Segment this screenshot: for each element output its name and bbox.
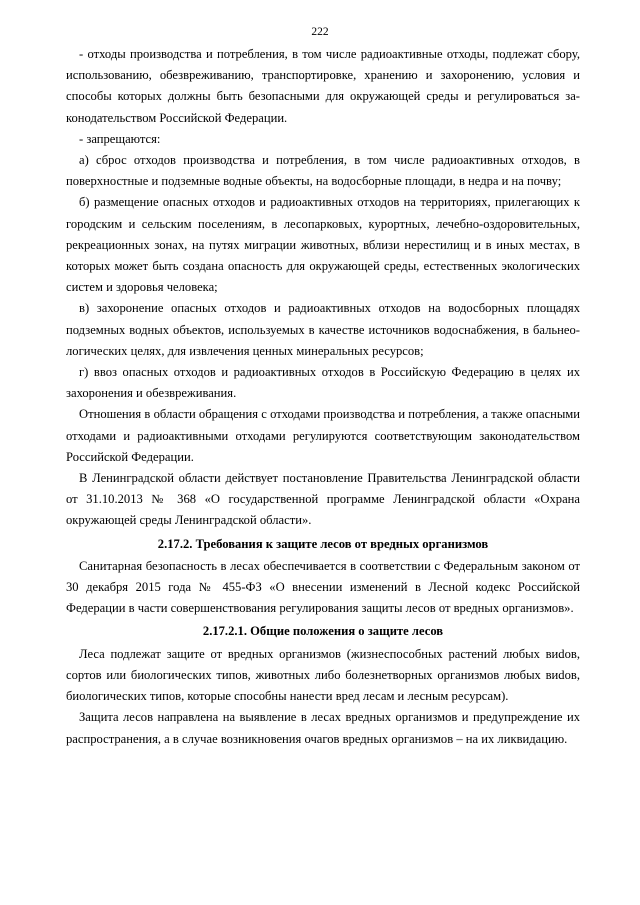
paragraph: Отношения в области обращения с отходами производства и потребления, а также опасными отходами и радиоактивными отходами регулируются соответствующим законодательством Российской Федерации. xyxy=(66,407,580,464)
paragraph: б) размещение опасных отходов и радиоактивных отходов на территориях, прилегающих к городским и сельским поселениям, в лесопарковых, курортных, лечебно-оздоровительных, рекреационных зонах, на путях миграции животных, вблизи нерестилищ и в иных местах, в которых может быть создана опасность для окружающей среды, естественных экологических систем и здоровья человека; xyxy=(66,195,580,295)
section-heading: 2.17.2. Требования к защите лесов от вредных организмов xyxy=(157,536,489,551)
paragraph: Леса подлежат защите от вредных организмов (жизнеспособных растений любых виdов, сортов или биологических типов, животных либо болезнетворных организмов любых виdов, биологических типов, которые способны нанести вред лесам и лесным ресурсам). xyxy=(66,646,580,704)
subsection-heading: 2.17.2.1. Общие положения о защите лесов xyxy=(202,624,444,639)
paragraph: в) захоронение опасных отходов и радиоактивных отходов на водосборных площадях подземных водных объектов, используемых в качестве источников водоснабжения, в бальнеологических целях, для извлечения ценных минеральных ресурсов; xyxy=(66,301,580,358)
page-number: 222 xyxy=(311,26,329,38)
document-body xyxy=(66,44,580,750)
paragraph: Санитарная безопасность в лесах обеспечивается в соответствии с Федеральным законом от 30 декабря 2015 года № 455-ФЗ «О внесении изменений в Лесной кодекс Российской Федерации в части совершенствования регулирования защиты лесов от вредных организмов». xyxy=(66,558,580,616)
paragraph: г) ввоз опасных отходов и радиоактивных отходов в Российскую Федерацию в целях их захоронения и обезвреживания. xyxy=(66,365,580,401)
paragraph: а) сброс отходов производства и потребления, в том числе радиоактивных отходов, в поверхностные и подземные водные объекты, на водосборные площади, в недра и на почву; xyxy=(66,153,580,189)
paragraph: - запрещаются: xyxy=(79,131,161,146)
paragraph: Защита лесов направлена на выявление в лесах вредных организмов и предупреждение их распространения, а в случае возникновения очагов вредных организмов – на их ликвидацию. xyxy=(66,710,580,746)
paragraph: - отходы производства и потребления, в том числе радиоактивные отходы, подлежат сбору, использованию, обезвреживанию, транспортировке, хранению и захоронению, условия и способы которых должны быть безопасными для окружающей среды и регулироваться законодательством Российской Федерации. xyxy=(66,47,580,125)
paragraph: В Ленинградской области действует постановление Правительства Ленинградской области от 31.10.2013 № 368 «О государственной программе Ленинградской области «Охрана окружающей среды Ленинградской области». xyxy=(66,471,580,528)
